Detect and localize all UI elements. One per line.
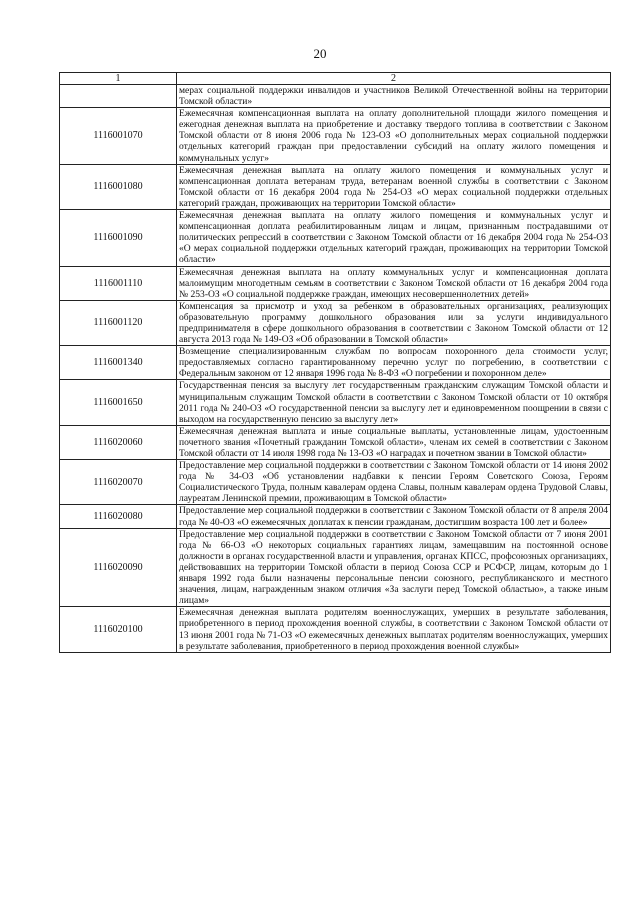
row-description: Ежемесячная денежная выплата и иные социальные выплаты, установленные лицам, удостоенным почетного звания «Почетный гражданин Томской области», членам их семей в соответствии с Законом Томской области от 14 июля 1998 года № 13-ОЗ «О наградах и почетном звании в Томской области» — [177, 425, 611, 459]
row-code: 1116001070 — [60, 108, 177, 164]
table-row — [60, 164, 611, 209]
row-code: 1116020080 — [60, 505, 177, 528]
row-description: Предоставление мер социальной поддержки в соответствии с Законом Томской области от 7 июня 2001 года № 66-ОЗ «О некоторых социальных гарантиях лицам, замещавшим на постоянной основе должности в органах государственной власти и управления, органах КПСС, профсоюзных организациях, действовавших на территории Томской области в период Союза ССР и РСФСР, лицам, которым до 1 января 1992 года были назначены персональные пенсии союзного, республиканского и местного значения, лицам, награжденным знаком отличия «За заслуги перед Томской областью», а также иным лицам» — [177, 528, 611, 607]
row-description: Предоставление мер социальной поддержки в соответствии с Законом Томской области от 8 апреля 2004 года № 40-ОЗ «О ежемесячных доплатах к пенсии гражданам, достигшим возраста 100 лет и более» — [177, 505, 611, 528]
row-code: 1116001090 — [60, 210, 177, 266]
row-code: 1116001110 — [60, 266, 177, 300]
table-row — [60, 425, 611, 459]
row-code: 1116020090 — [60, 528, 177, 607]
continuation-row — [60, 85, 611, 108]
row-description: Возмещение специализированным службам по вопросам похоронного дела стоимости услуг, предоставляемых согласно гарантированному перечню услуг по погребению, в соответствии с Федеральным законом от 12 января 1996 года № 8-ФЗ «О погребении и похоронном деле» — [177, 346, 611, 380]
table-row — [60, 505, 611, 528]
table-header-row — [60, 73, 611, 85]
row-code: 1116001650 — [60, 380, 177, 425]
row-description: Ежемесячная компенсационная выплата на оплату дополнительной площади жилого помещения и ежегодная денежная выплата на приобретение и доставку твердого топлива в соответствии с Законом Томской области от 8 июня 2006 года № 123-ОЗ «О дополнительных мерах социальной поддержки отдельных категорий граждан при предоставлении субсидий на оплату жилого помещения и коммунальных услуг» — [177, 108, 611, 164]
budget-classification-table — [59, 72, 611, 653]
row-code: 1116001340 — [60, 346, 177, 380]
row-description: Государственная пенсия за выслугу лет государственным гражданским служащим Томской области и муниципальным служащим Томской области в соответствии с Законом Томской области от 10 октября 2011 года № 240-ОЗ «О государственной пенсии за выслугу лет и единовременном поощрении в связи с выходом на государственную пенсию за выслугу лет» — [177, 380, 611, 425]
header-col-2: 2 — [177, 73, 611, 85]
row-description: Ежемесячная денежная выплата на оплату жилого помещения и коммунальных услуг и компенсационная доплата реабилитированным лицам и лицам, признанным пострадавшими от политических репрессий в соответствии с Законом Томской области от 16 декабря 2004 года № 254-ОЗ «О мерах социальной поддержки отдельных категорий граждан, проживающих на территории Томской области» — [177, 210, 611, 266]
table-row — [60, 266, 611, 300]
table-row — [60, 460, 611, 505]
row-code: 1116020060 — [60, 425, 177, 459]
table-row — [60, 346, 611, 380]
page-number: 20 — [313, 46, 327, 61]
row-code: 1116001080 — [60, 164, 177, 209]
table-body — [60, 73, 611, 653]
table-row — [60, 210, 611, 266]
row-description: Компенсация за присмотр и уход за ребенком в образовательных организациях, реализующих образовательную программу дошкольного образования или за услуги индивидуального предпринимателя в сфере дошкольного образования в соответствии с Законом Томской области от 12 августа 2013 года № 149-ОЗ «Об образовании в Томской области» — [177, 300, 611, 345]
header-col-1: 1 — [60, 73, 177, 85]
row-code: 1116001120 — [60, 300, 177, 345]
row-description: Ежемесячная денежная выплата родителям военнослужащих, умерших в результате заболевания, приобретенного в период прохождения военной службы, в соответствии с Законом Томской области от 13 июня 2001 года № 71-ОЗ «О ежемесячных денежных выплатах родителям военнослужащих, умерших в результате заболевания, приобретенного в период прохождения военной службы» — [177, 607, 611, 652]
table-row — [60, 528, 611, 607]
table-row — [60, 300, 611, 345]
row-description: Предоставление мер социальной поддержки в соответствии с Законом Томской области от 14 июня 2002 года № 34-ОЗ «Об установлении надбавки к пенсии Героям Советского Союза, Героям Социалистического Труда, полным кавалерам ордена Славы, полным кавалерам ордена Трудовой Славы, лауреатам Ленинской премии, проживающим в Томской области» — [177, 460, 611, 505]
row-code: 1116020070 — [60, 460, 177, 505]
table-row — [60, 380, 611, 425]
table-row — [60, 607, 611, 652]
continuation-text: мерах социальной поддержки инвалидов и участников Великой Отечественной войны на территории Томской области» — [177, 85, 611, 108]
row-code: 1116020100 — [60, 607, 177, 652]
row-description: Ежемесячная денежная выплата на оплату коммунальных услуг и компенсационная доплата малоимущим многодетным семьям в соответствии с Законом Томской области от 16 декабря 2004 года № 253-ОЗ «О социальной поддержке граждан, имеющих несовершеннолетних детей» — [177, 266, 611, 300]
row-description: Ежемесячная денежная выплата на оплату жилого помещения и коммунальных услуг и компенсационная доплата ветеранам труда, ветеранам военной службы в соответствии с Законом Томской области от 16 декабря 2004 года № 254-ОЗ «О мерах социальной поддержки отдельных категорий граждан, проживающих на территории Томской области» — [177, 164, 611, 209]
continuation-code-cell — [60, 85, 177, 108]
table-row — [60, 108, 611, 164]
